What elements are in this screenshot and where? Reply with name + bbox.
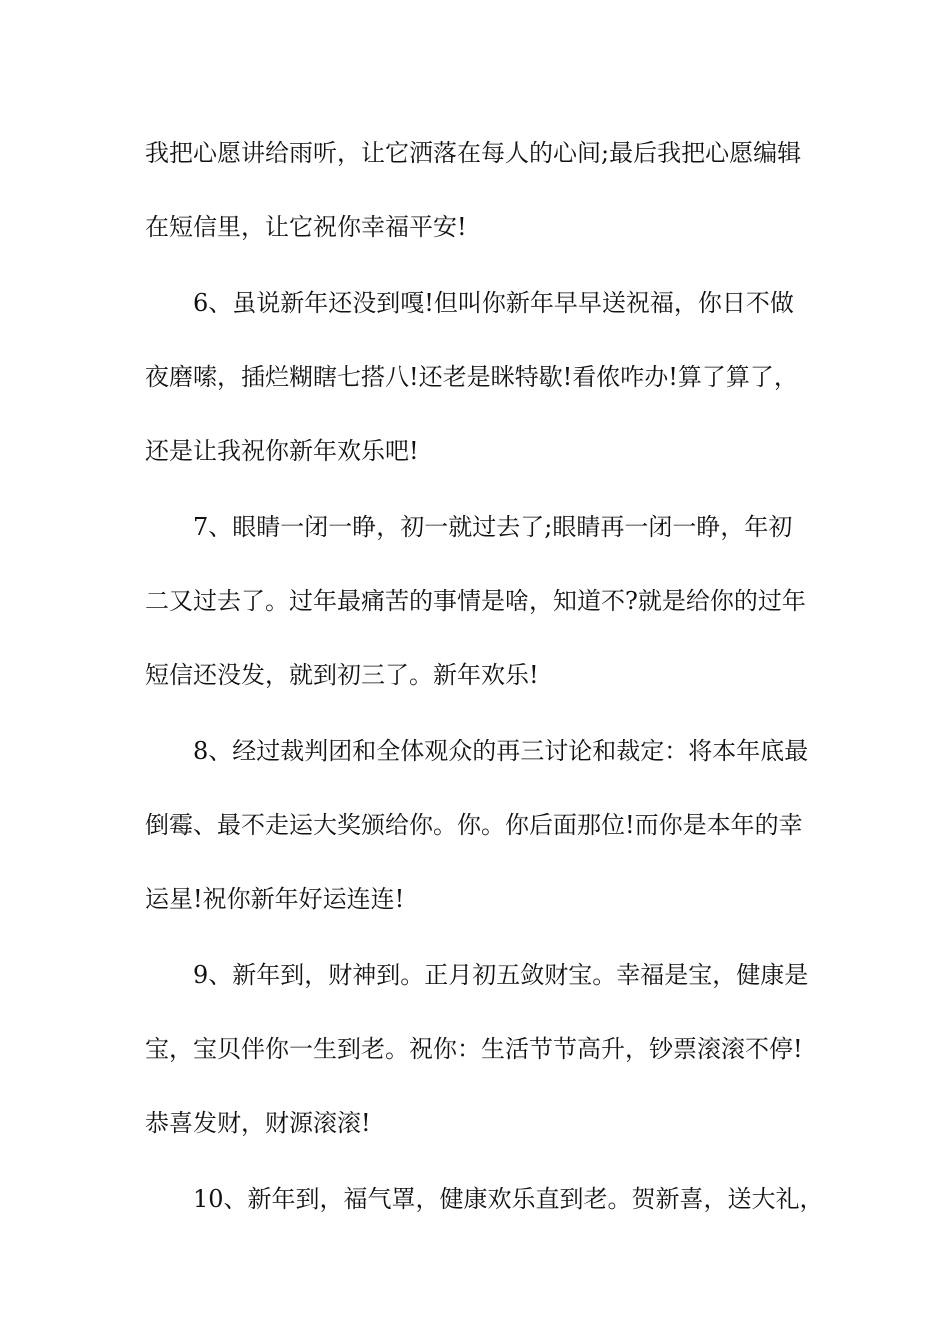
text-line: 还是让我祝你新年欢乐吧! [145,437,419,465]
paragraph-10-start: 10、新年到，福气罩，健康欢乐直到老。贺新喜，送大礼， [193,1185,824,1213]
text-line: 宝，宝贝伴你一生到老。祝你：生活节节高升，钞票滚滚不停! [145,1035,803,1063]
paragraph-7-start: 7、眼睛一闭一睁，初一就过去了;眼睛再一闭一睁，年初 [193,513,793,541]
text-line: 倒霉、最不走运大奖颁给你。你。你后面那位!而你是本年的幸 [145,811,803,839]
text-line: 短信还没发，就到初三了。新年欢乐! [145,661,539,689]
paragraph-6-start: 6、虽说新年还没到嘎!但叫你新年早早送祝福，你日不做 [193,289,794,317]
text-line: 夜磨嗦，插烂糊瞎七搭八!还老是眯特歇!看侬咋办!算了算了， [145,363,798,391]
text-line: 我把心愿讲给雨听，让它洒落在每人的心间;最后我把心愿编辑 [145,139,802,167]
text-line: 在短信里，让它祝你幸福平安! [145,213,467,241]
text-line: 恭喜发财，财源滚滚! [145,1109,371,1137]
paragraph-9-start: 9、新年到，财神到。正月初五敛财宝。幸福是宝，健康是 [193,961,809,989]
text-line: 运星!祝你新年好运连连! [145,885,405,913]
paragraph-8-start: 8、经过裁判团和全体观众的再三讨论和裁定：将本年底最 [193,737,809,765]
text-line: 二又过去了。过年最痛苦的事情是啥，知道不?就是给你的过年 [145,587,806,615]
